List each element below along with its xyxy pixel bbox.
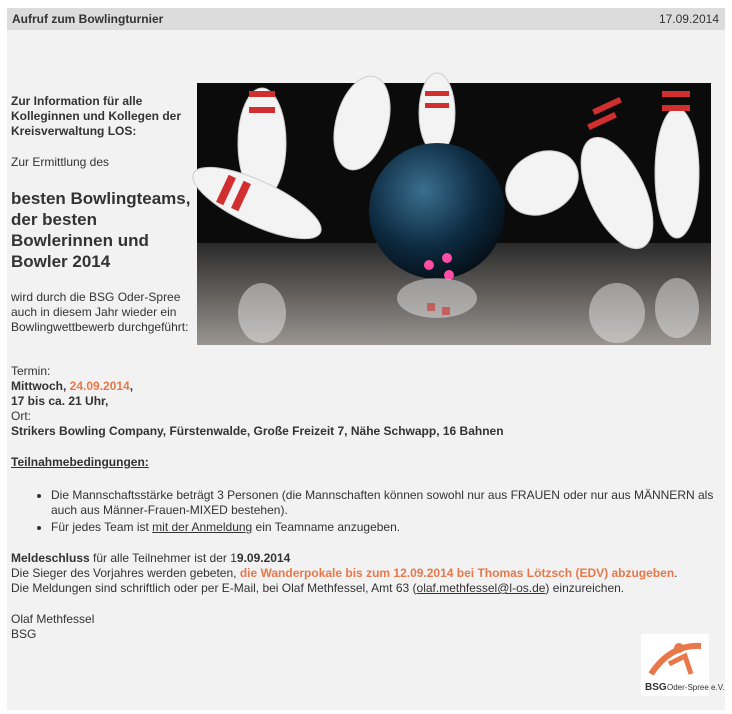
submission-line: [11, 581, 721, 596]
conditions-list: [11, 488, 721, 535]
deadline-text: für alle Teilnehmer ist der 1: [89, 551, 237, 565]
signature-name: Olaf Methfessel: [11, 612, 95, 626]
intro-column: [11, 94, 191, 335]
condition-item: • Die Mannschaftsstärke beträgt 3 Personen (die Mannschaften können sowohl nur aus FRAUEN oder nur aus MÄNNERN als auch aus Männer-Frauen-MIXED bestehen).: [51, 488, 721, 518]
intro-line: Zur Ermittlung des: [11, 155, 110, 169]
email-link[interactable]: olaf.methfessel@l-os.de: [416, 581, 546, 595]
trophy-text: Die Sieger des Vorjahres werden gebeten,: [11, 566, 240, 580]
submission-text: Die Meldungen sind schriftlich oder per E-Mail, bei Olaf Methfessel, Amt 63 (: [11, 581, 417, 595]
bsg-logo: [641, 634, 725, 696]
article-title: Aufruf zum Bowlingturnier: [12, 12, 164, 26]
condition-text: Für jedes Team ist: [51, 520, 153, 534]
article-body: [11, 364, 721, 642]
termin-label: Termin:: [11, 364, 51, 378]
article-panel: [7, 8, 725, 710]
article-header: [7, 8, 725, 30]
intro-text: Zur Information für alle Kolleginnen und Kollegen der Kreisverwaltung LOS:: [11, 94, 182, 138]
condition-text: ein Teamname anzugeben.: [252, 520, 401, 534]
logo-text-bsg: BSG: [645, 682, 667, 693]
article-date: 17.09.2014: [658, 12, 719, 26]
conditions-heading: Teilnahmebedingungen:: [11, 455, 149, 469]
logo-text-oder: Oder-Spree e.V.: [667, 683, 725, 692]
deadline-label: Meldeschluss: [11, 551, 90, 565]
termin-comma: ,: [129, 379, 134, 393]
bowling-photo: [197, 83, 711, 345]
trophy-end: .: [674, 566, 678, 580]
ort-value: Strikers Bowling Company, Fürstenwalde, Große Freizeit 7, Nähe Schwapp, 16 Bahnen: [11, 424, 504, 438]
condition-item: [51, 520, 721, 535]
trophy-highlight: die Wanderpokale bis zum 12.09.2014 bei Thomas Lötzsch (EDV) abzugeben: [239, 566, 675, 580]
termin-weekday: Mittwoch,: [11, 379, 70, 393]
bowling-image: [197, 83, 711, 345]
submission-end: ) einzureichen.: [545, 581, 625, 595]
deadline-line: [11, 551, 721, 566]
ort-label: Ort:: [11, 409, 31, 423]
termin-time: 17 bis ca. 21 Uhr,: [11, 394, 109, 408]
headline: besten Bowlingteams, der besten Bowlerinnen und Bowler 2014: [11, 189, 191, 271]
trophy-line: [11, 566, 721, 581]
signature-org: BSG: [11, 627, 37, 641]
deadline-date: 9.09.2014: [236, 551, 291, 565]
termin-date-line: [11, 379, 721, 394]
registration-link[interactable]: mit der Anmeldung: [152, 520, 253, 534]
termin-date: 24.09.2014: [69, 379, 130, 393]
bsg-logo-image: [641, 634, 725, 696]
intro-text-2: wird durch die BSG Oder-Spree auch in diesem Jahr wieder ein Bowlingwettbewerb durchgeführt:: [11, 290, 189, 334]
